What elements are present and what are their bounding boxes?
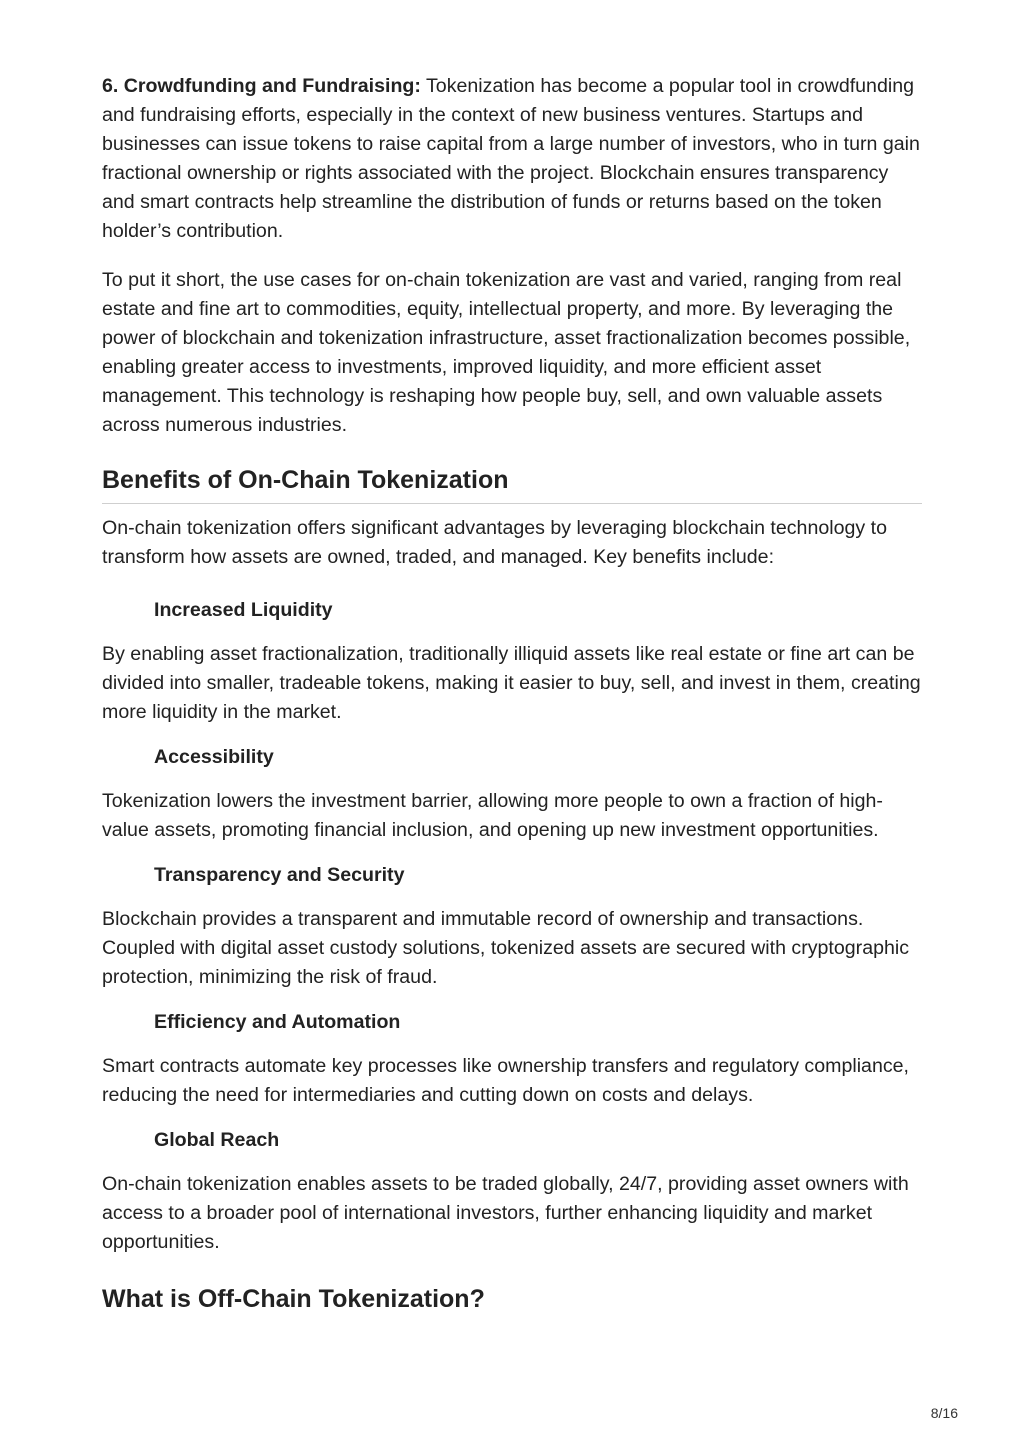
benefit-text-efficiency: Smart contracts automate key processes like ownership transfers and regulatory compliance, reducing the need for intermediaries and cutting down on costs and delays.	[102, 1055, 909, 1106]
benefit-title-global-reach: Global Reach	[154, 1129, 280, 1151]
offchain-heading: What is Off-Chain Tokenization?	[102, 1285, 485, 1313]
benefit-title-transparency: Transparency and Security	[154, 864, 405, 886]
benefit-title-liquidity: Increased Liquidity	[154, 599, 333, 621]
crowdfunding-text: Tokenization has become a popular tool in crowdfunding and fundraising efforts, especially in the context of new business ventures. Startups and businesses can issue tokens to raise capital from a large number of investors, who in turn gain fractional ownership or rights associated with the project. Blockchain ensures transparency and smart contracts help streamline the distribution of funds or returns based on the token holder’s contribution.	[102, 75, 920, 242]
crowdfunding-label: 6. Crowdfunding and Fundraising:	[102, 75, 421, 97]
benefits-intro: On-chain tokenization offers significant advantages by leveraging blockchain technology to transform how assets are owned, traded, and managed. Key benefits include:	[102, 517, 887, 568]
benefit-title-efficiency: Efficiency and Automation	[154, 1011, 401, 1033]
benefit-text-accessibility: Tokenization lowers the investment barrier, allowing more people to own a fraction of high-value assets, promoting financial inclusion, and opening up new investment opportunities.	[102, 790, 883, 841]
crowdfunding-paragraph	[102, 72, 922, 246]
benefit-title-accessibility: Accessibility	[154, 746, 274, 768]
benefit-text-global-reach: On-chain tokenization enables assets to be traded globally, 24/7, providing asset owners with access to a broader pool of international investors, further enhancing liquidity and market opportunities.	[102, 1173, 909, 1253]
benefit-text-transparency: Blockchain provides a transparent and immutable record of ownership and transactions. Coupled with digital asset custody solutions, tokenized assets are secured with cryptographic protection, minimizing the risk of fraud.	[102, 908, 910, 988]
benefits-heading: Benefits of On-Chain Tokenization	[102, 466, 922, 504]
document-body	[102, 72, 922, 1314]
page-number: 8/16	[930, 1405, 958, 1421]
benefit-text-liquidity: By enabling asset fractionalization, traditionally illiquid assets like real estate or fine art can be divided into smaller, tradeable tokens, making it easier to buy, sell, and invest in them, creating more liquidity in the market.	[102, 643, 921, 723]
summary-paragraph: To put it short, the use cases for on-chain tokenization are vast and varied, ranging from real estate and fine art to commodities, equity, intellectual property, and more. By leveraging the power of blockchain and tokenization infrastructure, asset fractionalization becomes possible, enabling greater access to investments, improved liquidity, and more efficient asset management. This technology is reshaping how people buy, sell, and own valuable assets across numerous industries.	[102, 269, 911, 436]
